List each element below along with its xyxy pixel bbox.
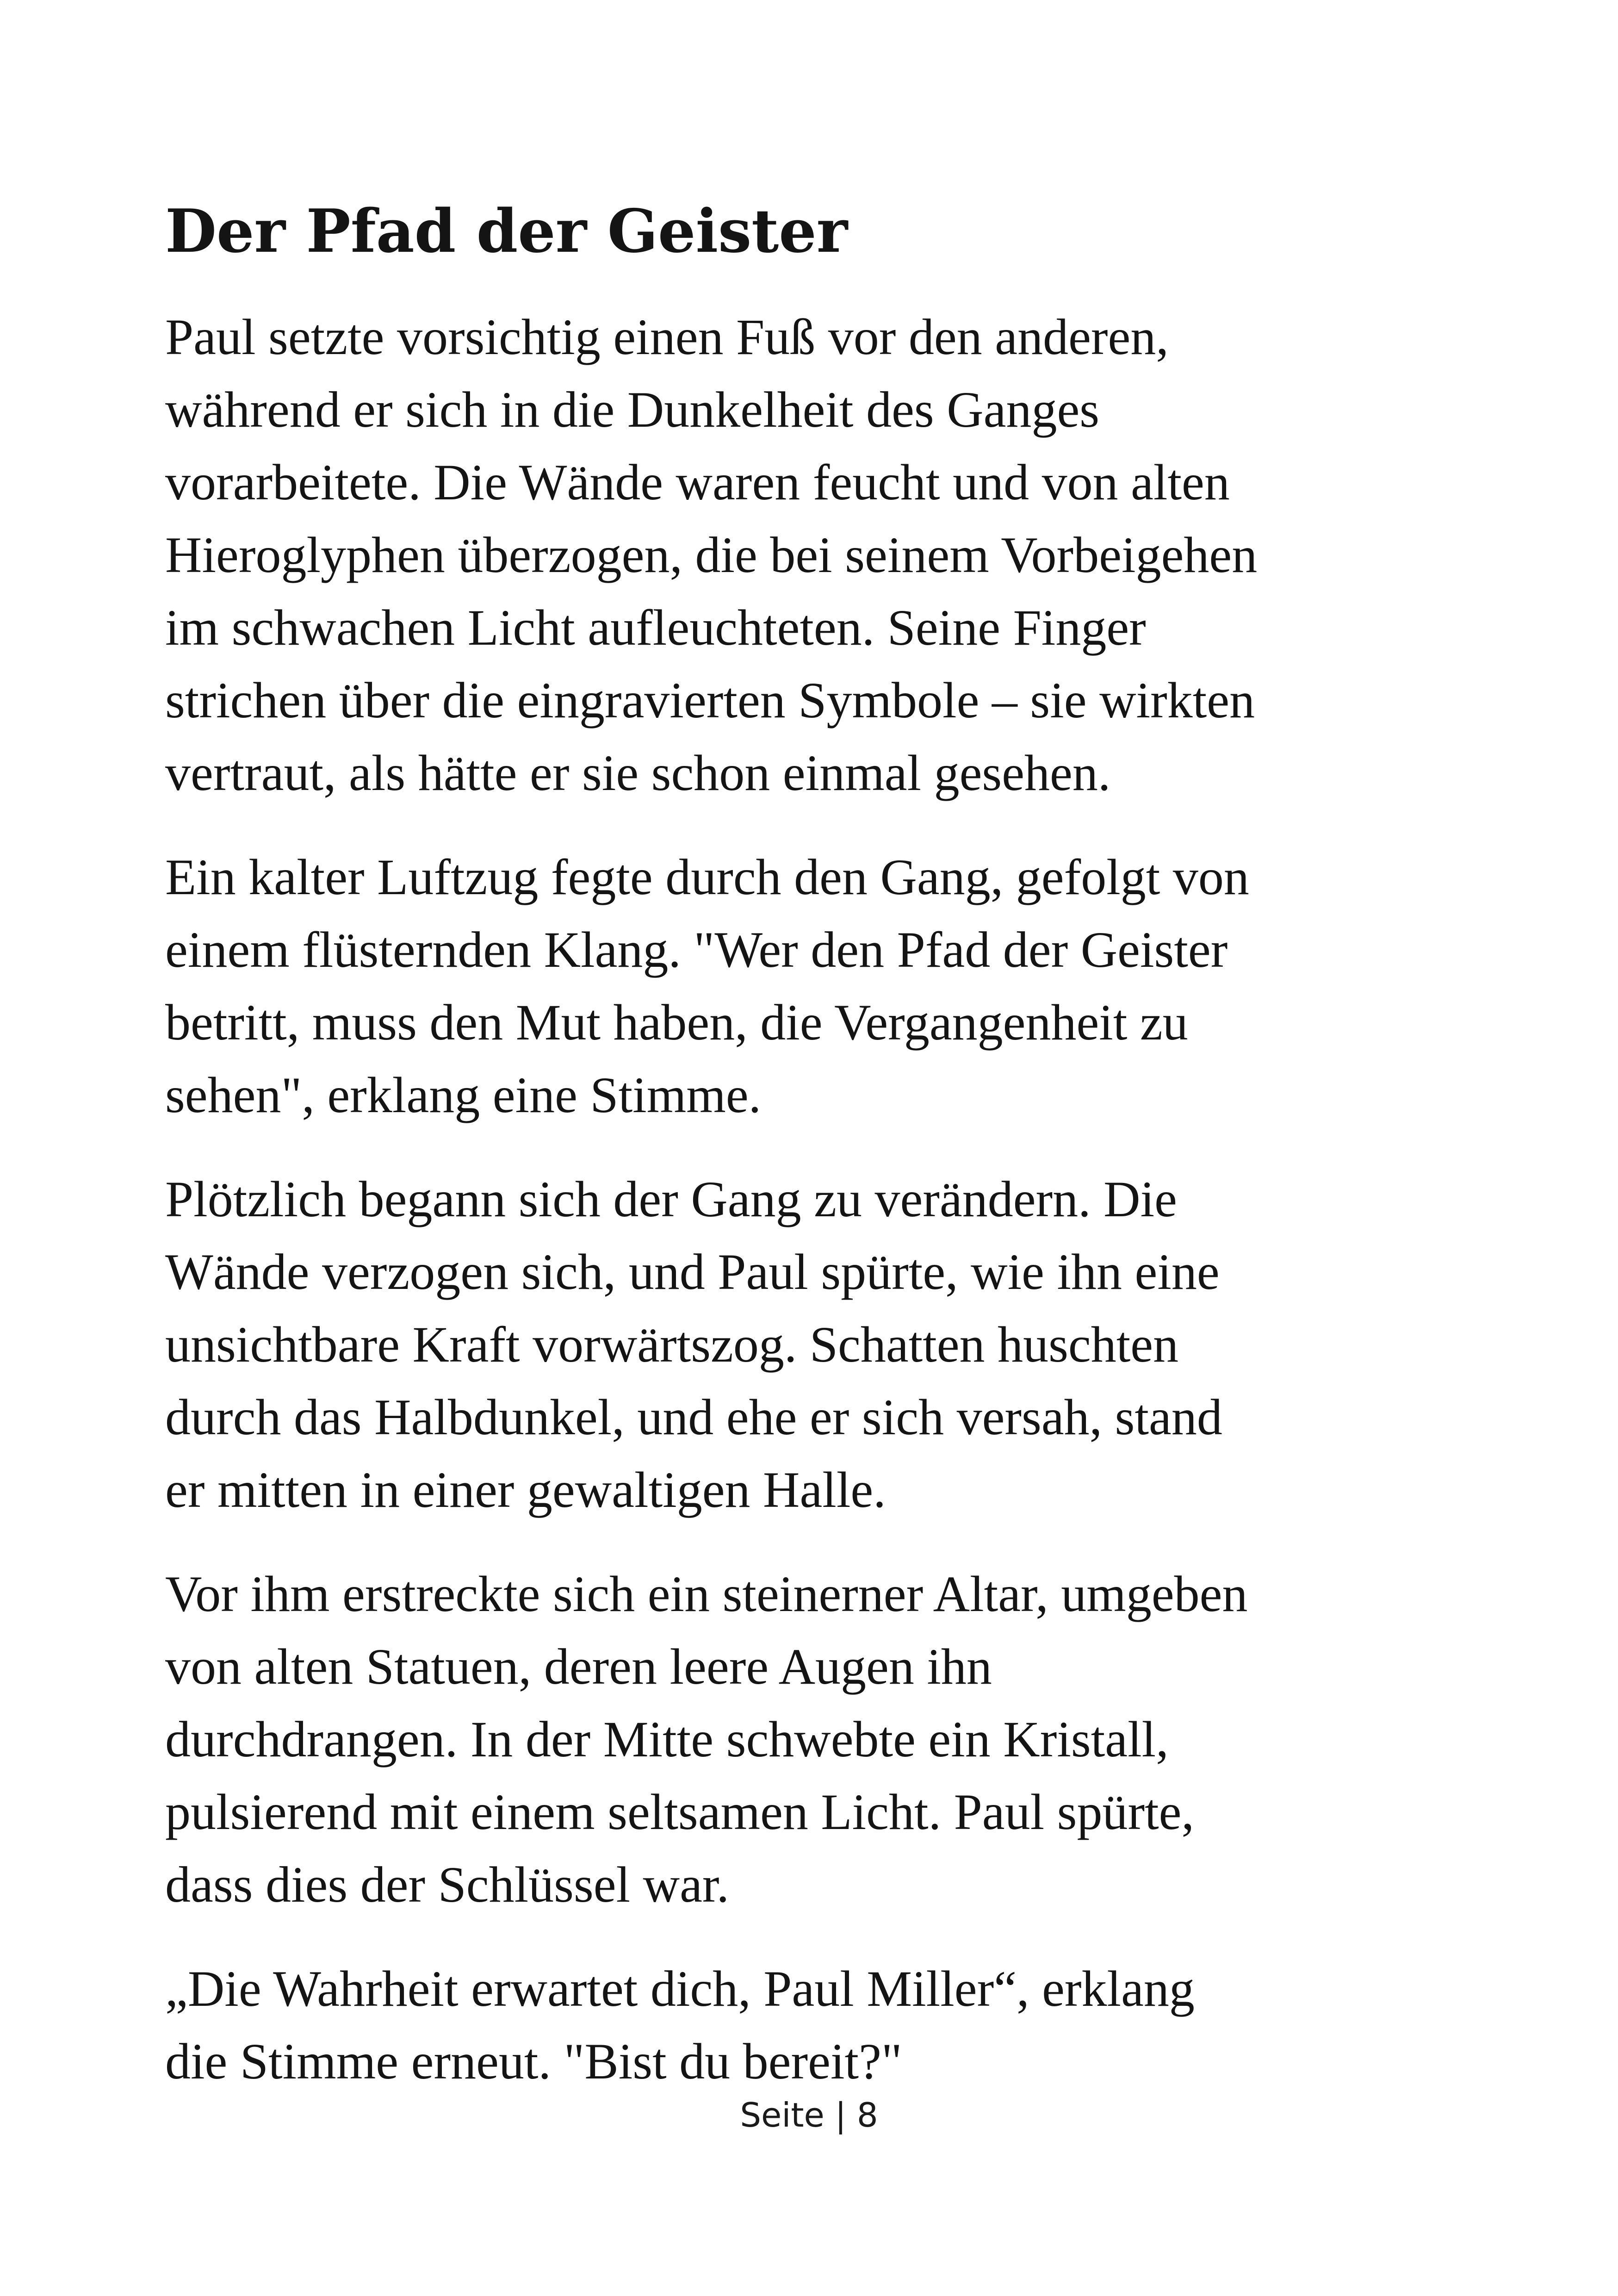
- text-line: Hieroglyphen überzogen, die bei seinem Vorbeigehen: [165, 527, 1258, 583]
- text-line: sehen", erklang eine Stimme.: [165, 1067, 762, 1123]
- text-line: durchdrangen. In der Mitte schwebte ein Kristall,: [165, 1711, 1169, 1767]
- text-line: Ein kalter Luftzug fegte durch den Gang, gefolgt von: [165, 849, 1249, 905]
- text-line: unsichtbare Kraft vorwärtszog. Schatten huschten: [165, 1316, 1179, 1373]
- text-line: vorarbeitete. Die Wände waren feucht und von alten: [165, 454, 1230, 510]
- text-line: während er sich in die Dunkelheit des Ganges: [165, 381, 1100, 438]
- text-line: dass dies der Schlüssel war.: [165, 1856, 729, 1913]
- text-line: er mitten in einer gewaltigen Halle.: [165, 1462, 886, 1518]
- paragraph-3: [165, 1163, 1484, 1526]
- paragraph-5: [165, 1953, 1484, 2098]
- text-line: durch das Halbdunkel, und ehe er sich versah, stand: [165, 1389, 1222, 1445]
- text-line: „Die Wahrheit erwartet dich, Paul Miller“, erklang: [165, 1960, 1195, 2017]
- text-line: strichen über die eingravierten Symbole – sie wirkten: [165, 672, 1255, 728]
- text-line: einem flüsternden Klang. "Wer den Pfad der Geister: [165, 921, 1228, 978]
- text-line: Vor ihm erstreckte sich ein steinerner Altar, umgeben: [165, 1566, 1248, 1622]
- text-line: pulsierend mit einem seltsamen Licht. Paul spürte,: [165, 1784, 1194, 1840]
- text-line: die Stimme erneut. "Bist du bereit?": [165, 2033, 902, 2090]
- paragraph-2: [165, 841, 1484, 1132]
- text-line: Paul setzte vorsichtig einen Fuß vor den anderen,: [165, 309, 1169, 365]
- paragraph-4: [165, 1558, 1484, 1921]
- text-line: von alten Statuen, deren leere Augen ihn: [165, 1638, 992, 1695]
- page-number: Seite | 8: [740, 2096, 878, 2134]
- chapter-body: [165, 301, 1484, 2129]
- text-line: im schwachen Licht aufleuchteten. Seine Finger: [165, 599, 1146, 656]
- text-line: betritt, muss den Mut haben, die Vergangenheit zu: [165, 994, 1188, 1051]
- text-line: Plötzlich begann sich der Gang zu verändern. Die: [165, 1171, 1178, 1227]
- text-line: vertraut, als hätte er sie schon einmal gesehen.: [165, 745, 1111, 801]
- chapter-title: Der Pfad der Geister: [165, 197, 848, 266]
- text-line: Wände verzogen sich, und Paul spürte, wie ihn eine: [165, 1244, 1220, 1300]
- paragraph-1: [165, 301, 1484, 809]
